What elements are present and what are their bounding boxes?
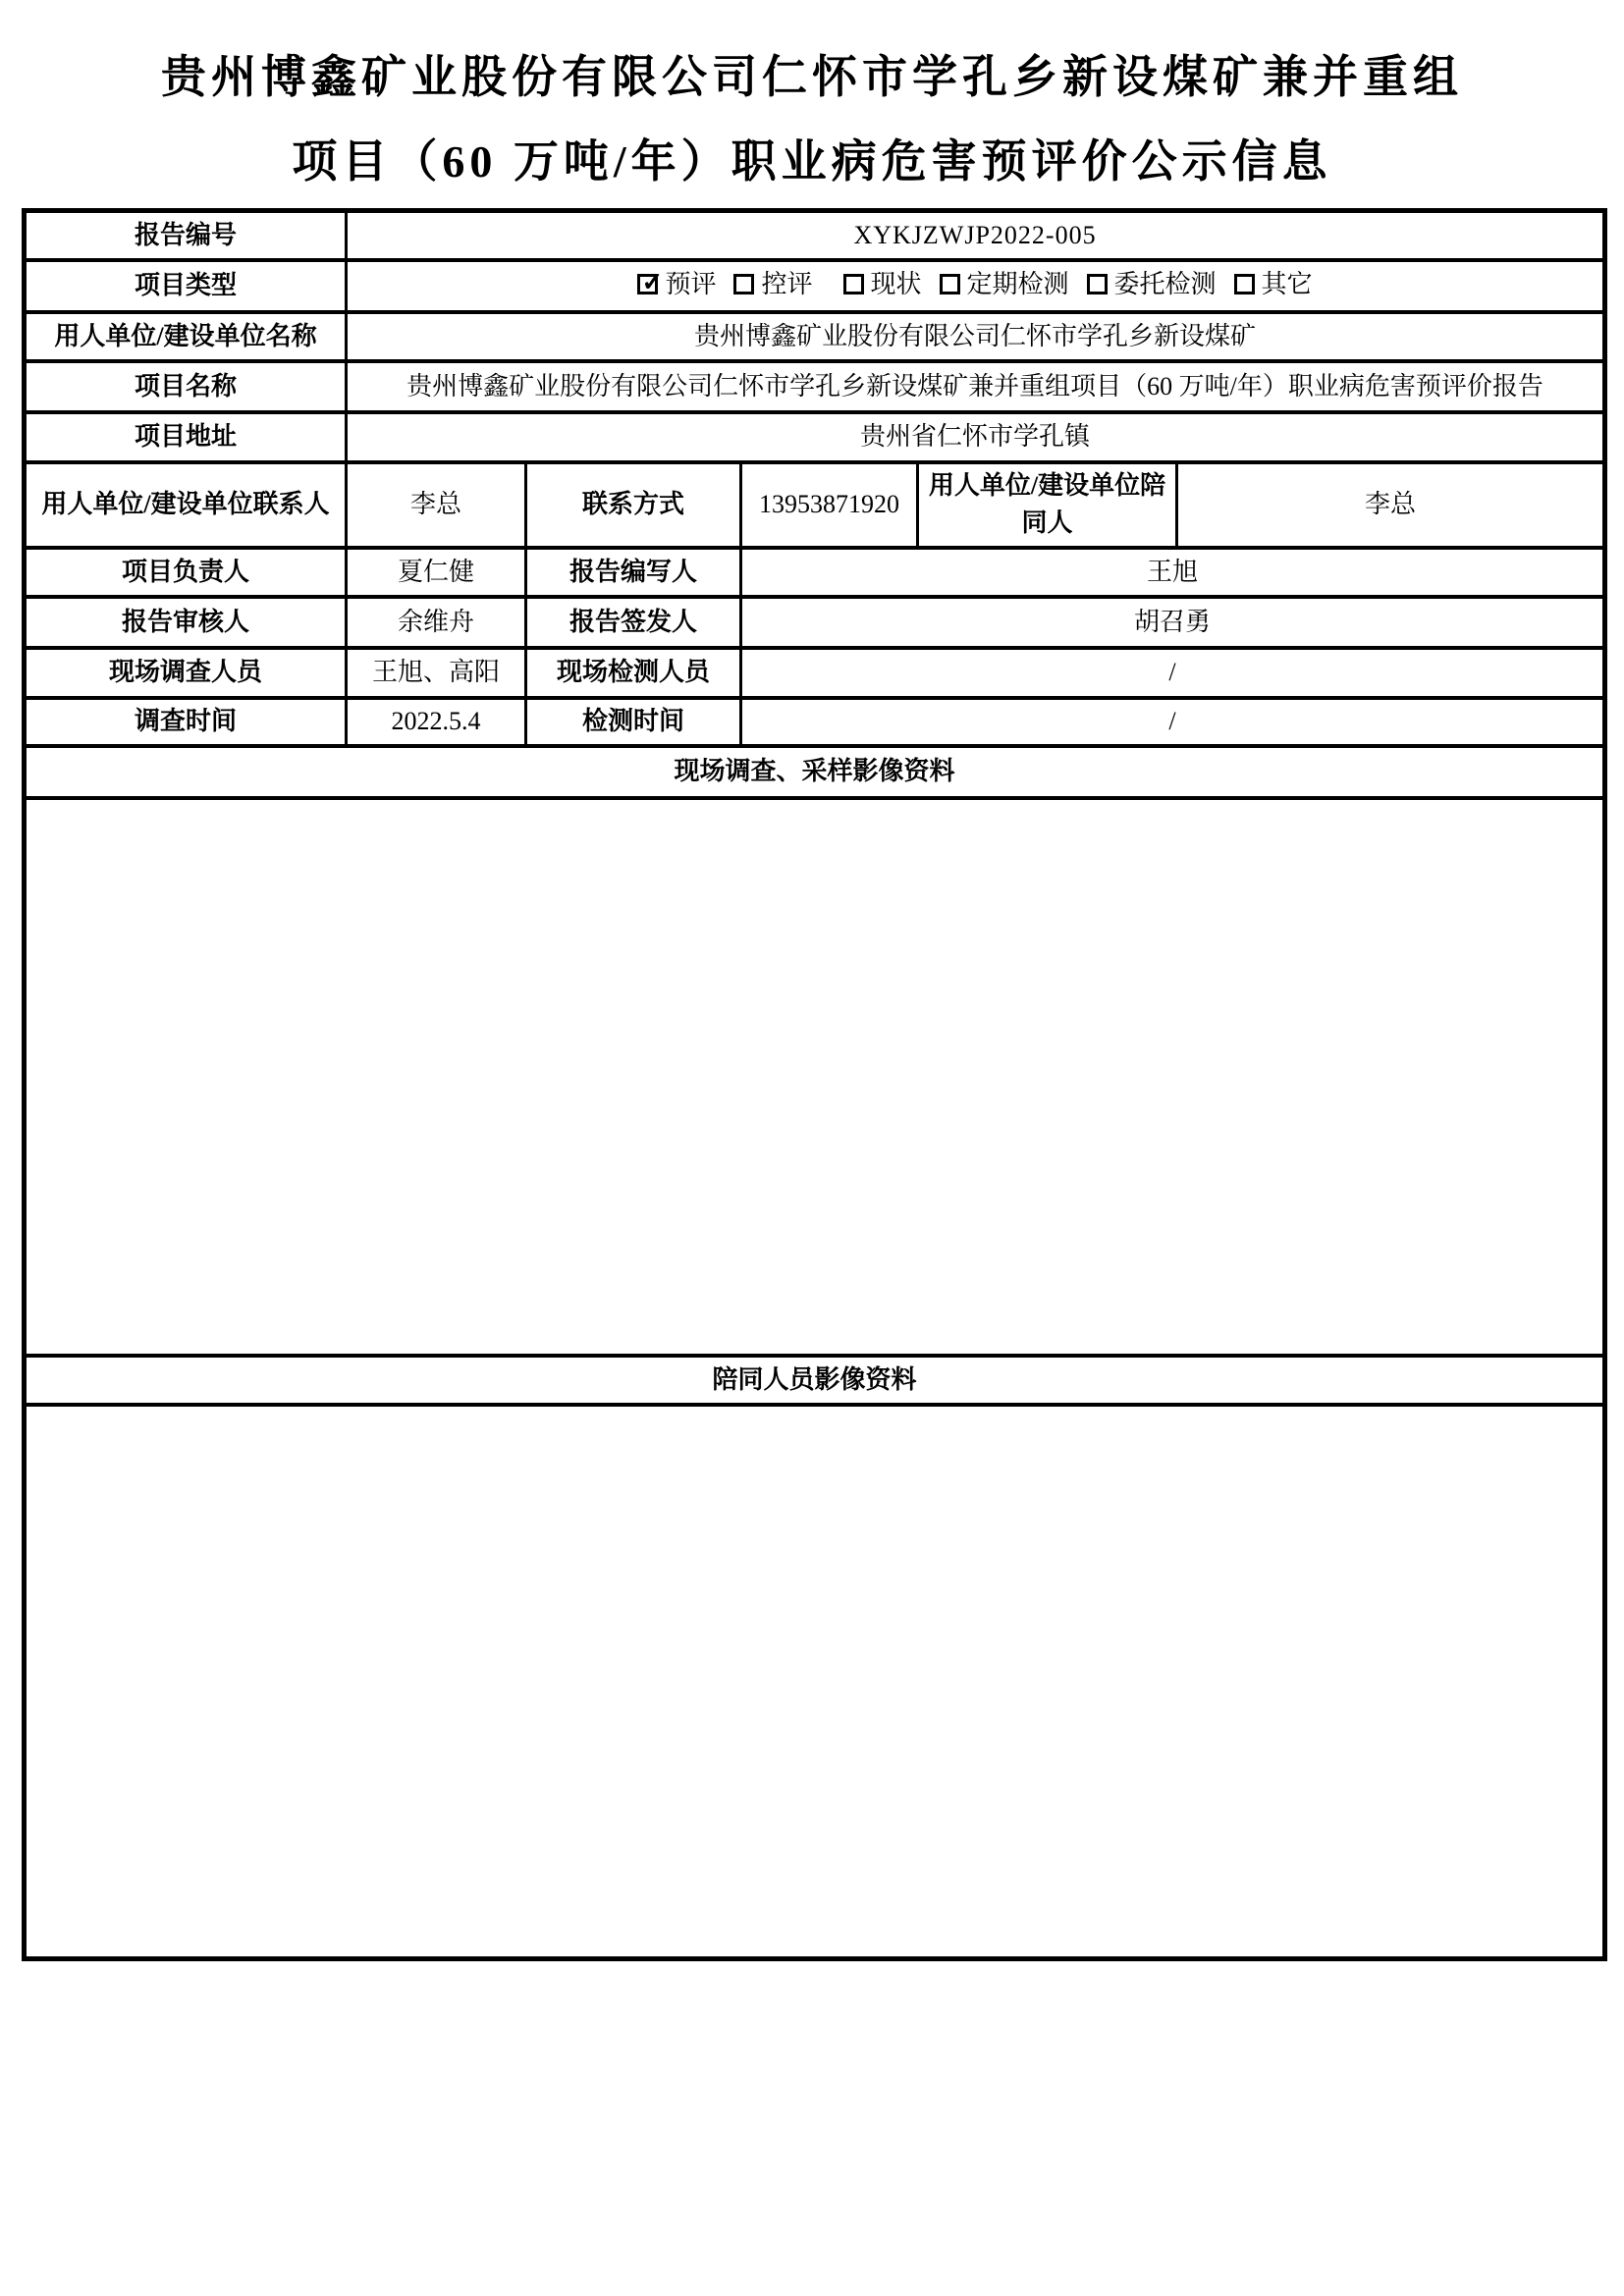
unchecked-checkbox-icon [940,274,960,294]
project-address-label: 项目地址 [25,412,347,462]
escort-images-header: 陪同人员影像资料 [25,1356,1605,1405]
report-no-value: XYKJZWJP2022-005 [347,211,1605,260]
table-row [25,1356,1605,1405]
report-issuer-label: 报告签发人 [526,597,741,648]
unchecked-checkbox-icon [733,274,754,294]
phone-label: 联系方式 [526,462,741,548]
testing-time-value: / [741,698,1605,746]
table-row [25,462,1605,548]
report-no-label: 报告编号 [25,211,347,260]
contact-value: 李总 [347,462,526,548]
report-issuer-value: 胡召勇 [741,597,1605,648]
project-name-label: 项目名称 [25,361,347,412]
title-line-1: 贵州博鑫矿业股份有限公司仁怀市学孔乡新设煤矿兼并重组 [161,52,1463,102]
table-row [25,260,1605,312]
checkbox-option-label: 预评 [665,269,717,298]
checkbox-option-label: 其它 [1261,269,1313,298]
title-line-2: 项目（60 万吨/年）职业病危害预评价公示信息 [292,136,1332,187]
unchecked-checkbox-icon [1234,274,1255,294]
checkbox-option [1234,266,1313,303]
testing-time-label: 检测时间 [526,698,741,746]
checked-checkbox-icon [637,274,658,294]
escort-label: 用人单位/建设单位陪同人 [918,462,1177,548]
info-table [22,208,1607,1961]
report-reviewer-label: 报告审核人 [25,597,347,648]
project-type-label: 项目类型 [25,260,347,312]
site-survey-images-area [25,798,1605,1356]
checkbox-option-label: 控评 [761,269,813,298]
report-writer-label: 报告编写人 [526,548,741,597]
survey-time-label: 调查时间 [25,698,347,746]
table-row [25,548,1605,597]
employer-name-label: 用人单位/建设单位名称 [25,312,347,361]
project-leader-value: 夏仁健 [347,548,526,597]
checkbox-option-label: 委托检测 [1113,269,1217,298]
checkbox-option-label: 定期检测 [966,269,1069,298]
contact-label: 用人单位/建设单位联系人 [25,462,347,548]
table-row [25,798,1605,1356]
document-title [0,0,1624,204]
site-survey-value: 王旭、高阳 [347,648,526,698]
checkbox-option [940,266,1069,303]
escort-value: 李总 [1177,462,1605,548]
project-name-value: 贵州博鑫矿业股份有限公司仁怀市学孔乡新设煤矿兼并重组项目（60 万吨/年）职业病危害预评价报告 [347,361,1605,412]
unchecked-checkbox-icon [1087,274,1108,294]
site-survey-images-header: 现场调查、采样影像资料 [25,746,1605,798]
table-row [25,648,1605,698]
table-row [25,412,1605,462]
project-leader-label: 项目负责人 [25,548,347,597]
site-testing-value: / [741,648,1605,698]
checkbox-option [1087,266,1217,303]
checkbox-option-label: 现状 [870,269,922,298]
table-row [25,312,1605,361]
table-row [25,746,1605,798]
report-writer-value: 王旭 [741,548,1605,597]
table-row [25,211,1605,260]
checkbox-option [637,266,716,303]
table-row [25,698,1605,746]
project-type-cell [347,260,1605,312]
table-row [25,597,1605,648]
table-row [25,1405,1605,1959]
project-type-options [628,266,1321,303]
table-row [25,361,1605,412]
project-address-value: 贵州省仁怀市学孔镇 [347,412,1605,462]
escort-images-area [25,1405,1605,1959]
checkbox-option [843,266,922,303]
phone-value: 13953871920 [741,462,918,548]
employer-name-value: 贵州博鑫矿业股份有限公司仁怀市学孔乡新设煤矿 [347,312,1605,361]
report-reviewer-value: 余维舟 [347,597,526,648]
checkbox-option [733,266,812,303]
unchecked-checkbox-icon [843,274,864,294]
survey-time-value: 2022.5.4 [347,698,526,746]
site-survey-label: 现场调查人员 [25,648,347,698]
site-testing-label: 现场检测人员 [526,648,741,698]
